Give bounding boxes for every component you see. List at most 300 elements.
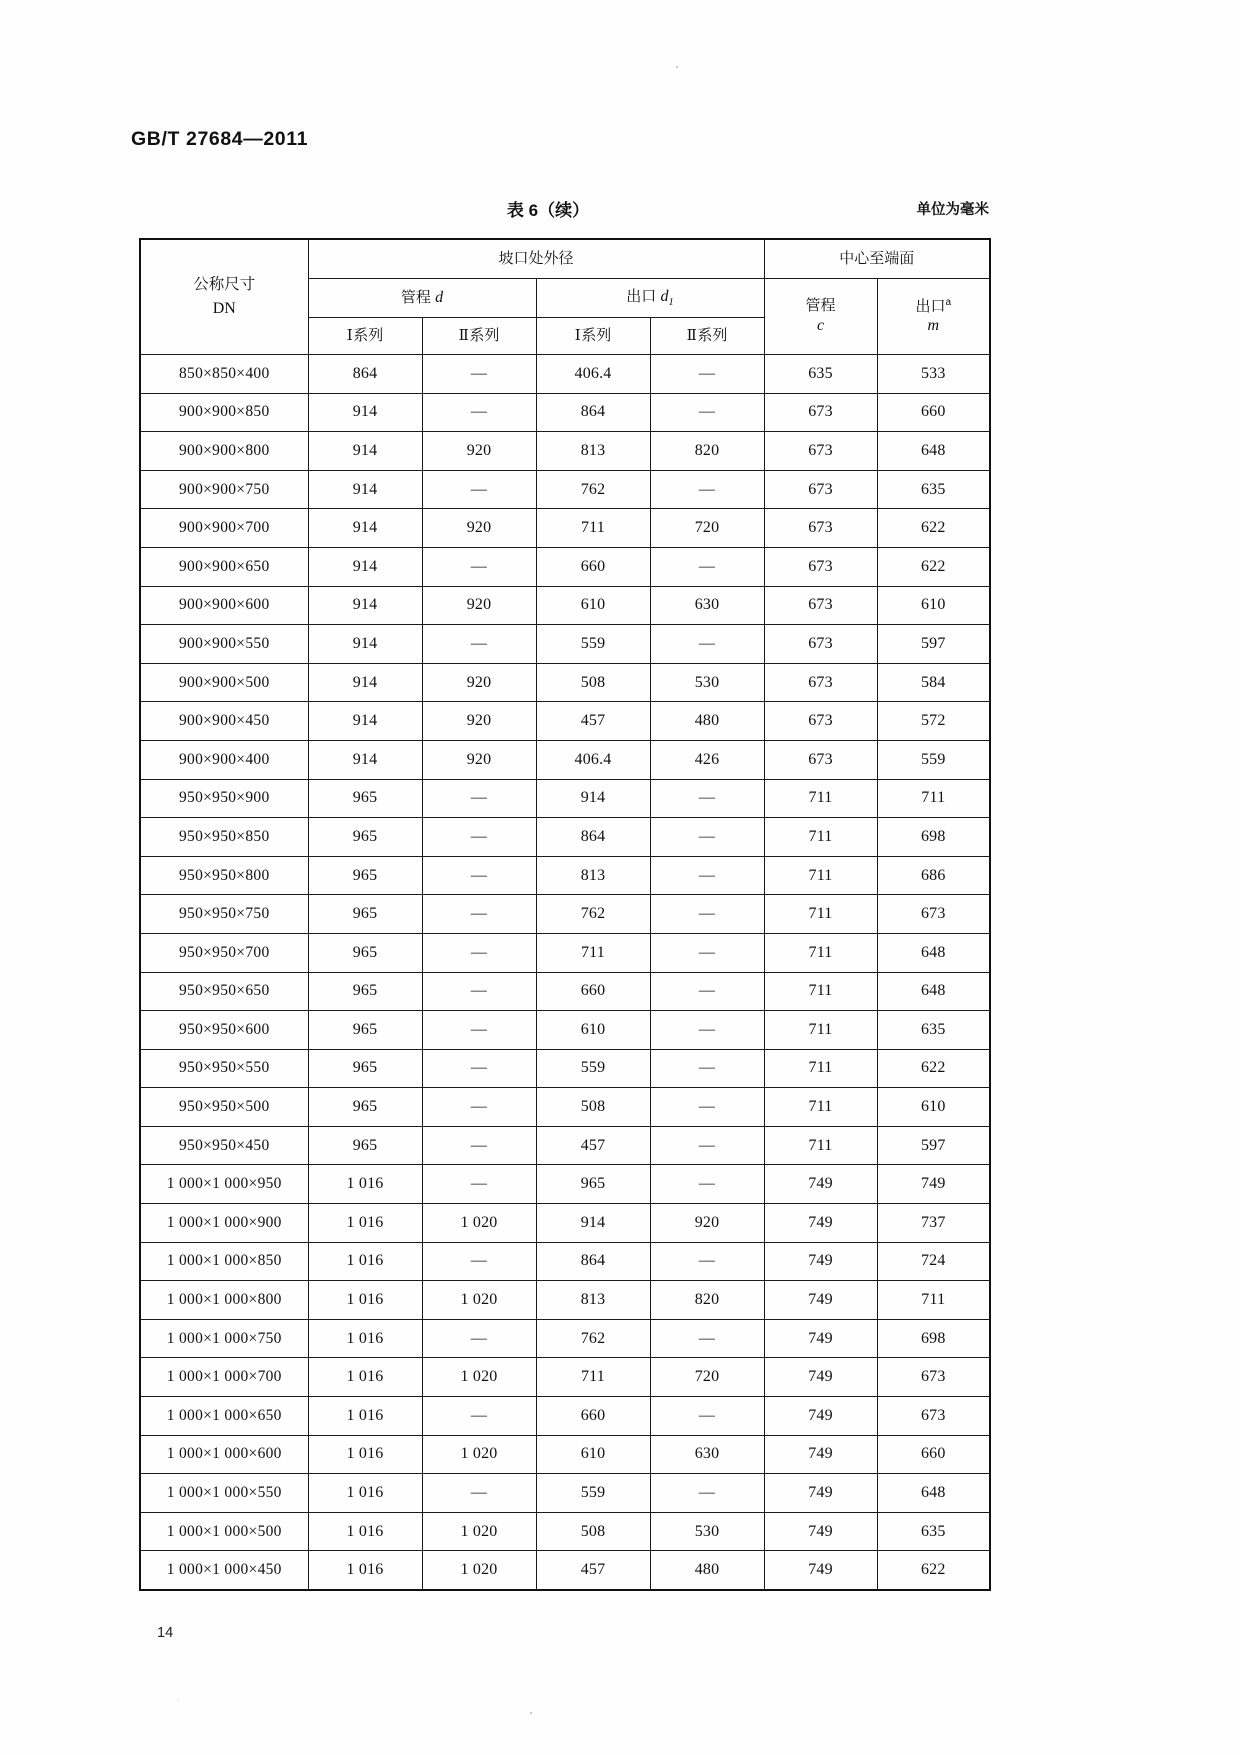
table-row (140, 625, 990, 664)
em-dash-placeholder: — (698, 1252, 716, 1270)
cell-c: 711 (764, 1126, 877, 1165)
cell-d-series2: 1 020 (422, 1512, 536, 1551)
cell-d-series1: 965 (308, 779, 422, 818)
cell-d1-series1: 864 (536, 393, 650, 432)
cell-d-series2 (422, 1242, 536, 1281)
cell-d1-series2 (650, 1088, 764, 1127)
cell-d1-series2 (650, 1242, 764, 1281)
cell-d1-series1: 864 (536, 818, 650, 857)
cell-d1-series2 (650, 355, 764, 394)
cell-d1-series1: 914 (536, 1204, 650, 1243)
cell-c: 673 (764, 509, 877, 548)
em-dash-placeholder: — (470, 403, 488, 421)
table-row (140, 818, 990, 857)
cell-d1-series2 (650, 1165, 764, 1204)
table-row (140, 895, 990, 934)
header-sub-run-c (764, 279, 877, 355)
cell-d1-series2: 630 (650, 1435, 764, 1474)
cell-nominal-size: 1 000×1 000×750 (140, 1319, 308, 1358)
cell-nominal-size: 900×900×650 (140, 547, 308, 586)
cell-d1-series1: 762 (536, 470, 650, 509)
cell-d1-series1: 914 (536, 779, 650, 818)
cell-m: 610 (877, 1088, 990, 1127)
cell-m: 711 (877, 1281, 990, 1320)
cell-d1-series2 (650, 1397, 764, 1436)
em-dash-placeholder: — (698, 1136, 716, 1154)
em-dash-placeholder: — (470, 1175, 488, 1193)
cell-c: 749 (764, 1435, 877, 1474)
cell-d-series2 (422, 818, 536, 857)
cell-d1-series1: 610 (536, 586, 650, 625)
cell-m: 635 (877, 1512, 990, 1551)
cell-m: 597 (877, 625, 990, 664)
cell-c: 749 (764, 1512, 877, 1551)
table-row (140, 1435, 990, 1474)
cell-d1-series2 (650, 1011, 764, 1050)
cell-d-series1: 914 (308, 625, 422, 664)
cell-d1-series2 (650, 779, 764, 818)
cell-c: 673 (764, 432, 877, 471)
em-dash-placeholder: — (470, 1406, 488, 1424)
cell-d1-series1: 457 (536, 702, 650, 741)
cell-d-series1: 914 (308, 393, 422, 432)
table-row (140, 702, 990, 741)
em-dash-placeholder: — (470, 557, 488, 575)
cell-d-series2: 1 020 (422, 1551, 536, 1590)
cell-d-series1: 965 (308, 1088, 422, 1127)
cell-c: 711 (764, 856, 877, 895)
cell-d1-series1: 864 (536, 1242, 650, 1281)
cell-d-series1: 914 (308, 432, 422, 471)
cell-d-series2: 920 (422, 740, 536, 779)
cell-d1-series1: 813 (536, 432, 650, 471)
cell-nominal-size: 1 000×1 000×500 (140, 1512, 308, 1551)
table-row (140, 470, 990, 509)
cell-d-series1: 914 (308, 740, 422, 779)
header-row-groups (140, 239, 990, 279)
cell-d-series2 (422, 625, 536, 664)
header-sub-outlet-m-label: 出口$^a$ (915, 296, 952, 315)
cell-d-series2 (422, 1011, 536, 1050)
cell-m: 737 (877, 1204, 990, 1243)
cell-d1-series2 (650, 933, 764, 972)
cell-c: 673 (764, 470, 877, 509)
em-dash-placeholder: — (470, 1329, 488, 1347)
cell-d-series1: 965 (308, 1049, 422, 1088)
table-row (140, 1397, 990, 1436)
cell-d1-series2 (650, 625, 764, 664)
cell-m: 648 (877, 432, 990, 471)
cell-d1-series1: 762 (536, 1319, 650, 1358)
cell-d-series2 (422, 1126, 536, 1165)
cell-d1-series1: 762 (536, 895, 650, 934)
cell-d-series2: 920 (422, 509, 536, 548)
cell-c: 749 (764, 1242, 877, 1281)
cell-d1-series2 (650, 1319, 764, 1358)
cell-m: 673 (877, 895, 990, 934)
cell-d-series2 (422, 972, 536, 1011)
em-dash-placeholder: — (470, 1484, 488, 1502)
header-group-bevel-od: 坡口处外径 (308, 239, 764, 279)
cell-d-series1: 864 (308, 355, 422, 394)
cell-d-series1: 914 (308, 470, 422, 509)
cell-d-series1: 1 016 (308, 1204, 422, 1243)
page-number: 14 (157, 1625, 174, 1641)
cell-d-series2: 1 020 (422, 1281, 536, 1320)
table-row (140, 432, 990, 471)
cell-d-series1: 965 (308, 1126, 422, 1165)
header-sub-outlet-m-symbol: m (927, 317, 940, 335)
cell-d1-series1: 559 (536, 625, 650, 664)
em-dash-placeholder: — (698, 364, 716, 382)
cell-nominal-size: 900×900×700 (140, 509, 308, 548)
table-row (140, 1204, 990, 1243)
em-dash-placeholder: — (698, 1020, 716, 1038)
cell-c: 749 (764, 1358, 877, 1397)
em-dash-placeholder: — (698, 557, 716, 575)
em-dash-placeholder: — (698, 789, 716, 807)
cell-m: 622 (877, 547, 990, 586)
cell-d1-series1: 711 (536, 1358, 650, 1397)
cell-d-series1: 1 016 (308, 1474, 422, 1513)
spec-table-wrapper (139, 238, 989, 1591)
cell-c: 749 (764, 1165, 877, 1204)
cell-nominal-size: 950×950×750 (140, 895, 308, 934)
cell-d-series1: 965 (308, 972, 422, 1011)
em-dash-placeholder: — (470, 866, 488, 884)
table-row (140, 393, 990, 432)
cell-d-series2 (422, 1088, 536, 1127)
cell-d-series2 (422, 1319, 536, 1358)
cell-c: 749 (764, 1551, 877, 1590)
cell-d-series1: 914 (308, 547, 422, 586)
cell-c: 673 (764, 625, 877, 664)
cell-d-series2 (422, 393, 536, 432)
cell-d1-series1: 508 (536, 1088, 650, 1127)
header-sub-run-d: 管程 d (308, 279, 536, 318)
cell-d-series1: 1 016 (308, 1551, 422, 1590)
cell-nominal-size: 1 000×1 000×800 (140, 1281, 308, 1320)
em-dash-placeholder: — (470, 905, 488, 923)
table-body (140, 355, 990, 1591)
header-nominal-size-line2: DN (212, 299, 236, 317)
cell-nominal-size: 1 000×1 000×600 (140, 1435, 308, 1474)
cell-d1-series2 (650, 1049, 764, 1088)
cell-nominal-size: 950×950×700 (140, 933, 308, 972)
cell-d-series1: 1 016 (308, 1435, 422, 1474)
em-dash-placeholder: — (698, 480, 716, 498)
em-dash-placeholder: — (698, 1098, 716, 1116)
table-row (140, 1165, 990, 1204)
cell-d1-series1: 508 (536, 1512, 650, 1551)
table-row (140, 1551, 990, 1590)
cell-c: 711 (764, 818, 877, 857)
cell-d1-series2 (650, 895, 764, 934)
em-dash-placeholder: — (698, 1484, 716, 1502)
cell-d1-series2: 530 (650, 663, 764, 702)
em-dash-placeholder: — (698, 1175, 716, 1193)
cell-d-series1: 965 (308, 1011, 422, 1050)
cell-d-series2 (422, 355, 536, 394)
em-dash-placeholder: — (470, 982, 488, 1000)
cell-d-series2: 1 020 (422, 1435, 536, 1474)
header-series-2-outlet: Ⅱ系列 (650, 318, 764, 355)
table-caption: 表 6（续） (506, 201, 590, 220)
cell-c: 711 (764, 1088, 877, 1127)
cell-nominal-size: 950×950×600 (140, 1011, 308, 1050)
cell-m: 648 (877, 1474, 990, 1513)
header-group-center-to-face: 中心至端面 (764, 239, 990, 279)
cell-nominal-size: 1 000×1 000×450 (140, 1551, 308, 1590)
table-row (140, 586, 990, 625)
cell-d1-series1: 813 (536, 1281, 650, 1320)
table-row (140, 1126, 990, 1165)
cell-d1-series2: 920 (650, 1204, 764, 1243)
cell-d1-series2 (650, 856, 764, 895)
cell-c: 635 (764, 355, 877, 394)
cell-d-series1: 1 016 (308, 1281, 422, 1320)
cell-c: 711 (764, 933, 877, 972)
cell-m: 698 (877, 1319, 990, 1358)
em-dash-placeholder: — (698, 1329, 716, 1347)
cell-m: 635 (877, 470, 990, 509)
cell-d-series2 (422, 470, 536, 509)
table-row (140, 1358, 990, 1397)
cell-d1-series1: 406.4 (536, 740, 650, 779)
cell-d1-series1: 457 (536, 1126, 650, 1165)
cell-m: 648 (877, 933, 990, 972)
cell-d-series1: 1 016 (308, 1512, 422, 1551)
cell-d-series1: 1 016 (308, 1319, 422, 1358)
table-row (140, 740, 990, 779)
header-series-1-outlet: Ⅰ系列 (536, 318, 650, 355)
cell-nominal-size: 1 000×1 000×650 (140, 1397, 308, 1436)
em-dash-placeholder: — (698, 866, 716, 884)
cell-m: 749 (877, 1165, 990, 1204)
header-nominal-size-line1: 公称尺寸 (193, 275, 256, 293)
cell-d-series1: 1 016 (308, 1397, 422, 1436)
cell-d1-series2 (650, 470, 764, 509)
cell-d-series1: 965 (308, 818, 422, 857)
table-row (140, 1088, 990, 1127)
cell-d1-series2 (650, 972, 764, 1011)
cell-d1-series2: 720 (650, 1358, 764, 1397)
cell-nominal-size: 950×950×900 (140, 779, 308, 818)
em-dash-placeholder: — (470, 943, 488, 961)
cell-c: 673 (764, 740, 877, 779)
cell-c: 673 (764, 586, 877, 625)
cell-m: 648 (877, 972, 990, 1011)
em-dash-placeholder: — (470, 634, 488, 652)
cell-c: 749 (764, 1281, 877, 1320)
cell-nominal-size: 1 000×1 000×550 (140, 1474, 308, 1513)
cell-m: 572 (877, 702, 990, 741)
standard-number-header: GB/T 27684—2011 (131, 128, 309, 150)
cell-nominal-size: 900×900×800 (140, 432, 308, 471)
cell-m: 711 (877, 779, 990, 818)
em-dash-placeholder: — (470, 1098, 488, 1116)
header-series-1-run: Ⅰ系列 (308, 318, 422, 355)
table-row (140, 1049, 990, 1088)
em-dash-placeholder: — (470, 364, 488, 382)
cell-nominal-size: 950×950×550 (140, 1049, 308, 1088)
cell-nominal-size: 900×900×600 (140, 586, 308, 625)
cell-c: 673 (764, 663, 877, 702)
cell-nominal-size: 900×900×850 (140, 393, 308, 432)
cell-d1-series2 (650, 393, 764, 432)
cell-d-series2: 1 020 (422, 1358, 536, 1397)
cell-d1-series2: 480 (650, 702, 764, 741)
em-dash-placeholder: — (470, 789, 488, 807)
cell-d-series1: 914 (308, 509, 422, 548)
cell-d1-series2 (650, 818, 764, 857)
cell-d1-series1: 610 (536, 1435, 650, 1474)
cell-d-series2 (422, 856, 536, 895)
em-dash-placeholder: — (698, 905, 716, 923)
table-row (140, 933, 990, 972)
cell-m: 673 (877, 1358, 990, 1397)
cell-d-series2 (422, 779, 536, 818)
cell-d-series2 (422, 1474, 536, 1513)
table-head (140, 239, 990, 355)
em-dash-placeholder: — (698, 1059, 716, 1077)
cell-d-series1: 914 (308, 702, 422, 741)
table-row (140, 663, 990, 702)
cell-nominal-size: 1 000×1 000×900 (140, 1204, 308, 1243)
table-row (140, 779, 990, 818)
cell-d1-series1: 559 (536, 1049, 650, 1088)
em-dash-placeholder: — (470, 1020, 488, 1038)
em-dash-placeholder: — (698, 1406, 716, 1424)
cell-d-series2: 920 (422, 432, 536, 471)
cell-d1-series1: 457 (536, 1551, 650, 1590)
cell-d-series2 (422, 895, 536, 934)
cell-d-series2: 920 (422, 663, 536, 702)
cell-nominal-size: 1 000×1 000×700 (140, 1358, 308, 1397)
cell-m: 698 (877, 818, 990, 857)
cell-d-series1: 1 016 (308, 1165, 422, 1204)
cell-c: 711 (764, 895, 877, 934)
cell-d1-series1: 660 (536, 547, 650, 586)
cell-d1-series2 (650, 547, 764, 586)
cell-c: 673 (764, 393, 877, 432)
cell-m: 622 (877, 509, 990, 548)
table-row (140, 547, 990, 586)
cell-nominal-size: 900×900×500 (140, 663, 308, 702)
header-sub-outlet-m (877, 279, 990, 355)
em-dash-placeholder: — (470, 1059, 488, 1077)
cell-d-series1: 914 (308, 586, 422, 625)
cell-d1-series2: 630 (650, 586, 764, 625)
em-dash-placeholder: — (698, 403, 716, 421)
cell-d1-series1: 711 (536, 509, 650, 548)
cell-c: 749 (764, 1319, 877, 1358)
cell-d1-series2: 820 (650, 1281, 764, 1320)
header-series-2-run: Ⅱ系列 (422, 318, 536, 355)
cell-c: 711 (764, 1011, 877, 1050)
table-row (140, 1319, 990, 1358)
cell-m: 533 (877, 355, 990, 394)
cell-d1-series2 (650, 1474, 764, 1513)
cell-d-series2: 1 020 (422, 1204, 536, 1243)
cell-m: 660 (877, 1435, 990, 1474)
cell-c: 749 (764, 1204, 877, 1243)
cell-d1-series2: 820 (650, 432, 764, 471)
cell-nominal-size: 850×850×400 (140, 355, 308, 394)
cell-d1-series1: 660 (536, 1397, 650, 1436)
cell-d1-series2 (650, 1126, 764, 1165)
cell-c: 711 (764, 972, 877, 1011)
cell-d-series1: 914 (308, 663, 422, 702)
cell-m: 660 (877, 393, 990, 432)
cell-d1-series1: 965 (536, 1165, 650, 1204)
header-sub-run-c-symbol: c (816, 316, 825, 334)
header-nominal-size (140, 239, 308, 355)
table-row (140, 1242, 990, 1281)
cell-nominal-size: 900×900×550 (140, 625, 308, 664)
cell-nominal-size: 1 000×1 000×950 (140, 1165, 308, 1204)
cell-d-series2 (422, 1165, 536, 1204)
cell-c: 673 (764, 702, 877, 741)
cell-d1-series2: 530 (650, 1512, 764, 1551)
dimensions-table (139, 238, 991, 1591)
cell-nominal-size: 1 000×1 000×850 (140, 1242, 308, 1281)
em-dash-placeholder: — (698, 982, 716, 1000)
cell-nominal-size: 950×950×450 (140, 1126, 308, 1165)
cell-m: 597 (877, 1126, 990, 1165)
em-dash-placeholder: — (470, 1252, 488, 1270)
cell-m: 686 (877, 856, 990, 895)
cell-d-series1: 965 (308, 856, 422, 895)
cell-d-series2 (422, 547, 536, 586)
cell-d-series2 (422, 1397, 536, 1436)
cell-d1-series1: 813 (536, 856, 650, 895)
header-sub-outlet-d1: 出口 $d_1$ (536, 279, 764, 318)
cell-nominal-size: 950×950×650 (140, 972, 308, 1011)
cell-c: 749 (764, 1397, 877, 1436)
cell-m: 724 (877, 1242, 990, 1281)
table-caption-band (131, 196, 989, 222)
table-row (140, 1512, 990, 1551)
cell-d1-series1: 406.4 (536, 355, 650, 394)
cell-d-series1: 1 016 (308, 1242, 422, 1281)
cell-c: 711 (764, 779, 877, 818)
cell-d-series1: 965 (308, 895, 422, 934)
em-dash-placeholder: — (698, 634, 716, 652)
cell-d-series2 (422, 933, 536, 972)
cell-d-series2: 920 (422, 586, 536, 625)
cell-nominal-size: 900×900×400 (140, 740, 308, 779)
cell-nominal-size: 950×950×500 (140, 1088, 308, 1127)
cell-d-series1: 1 016 (308, 1358, 422, 1397)
cell-m: 559 (877, 740, 990, 779)
table-row (140, 856, 990, 895)
cell-d-series2: 920 (422, 702, 536, 741)
cell-d1-series2: 720 (650, 509, 764, 548)
cell-d-series1: 965 (308, 933, 422, 972)
cell-d1-series1: 610 (536, 1011, 650, 1050)
cell-c: 749 (764, 1474, 877, 1513)
cell-m: 610 (877, 586, 990, 625)
header-sub-run-c-label: 管程 (805, 297, 836, 315)
cell-d1-series1: 711 (536, 933, 650, 972)
em-dash-placeholder: — (470, 480, 488, 498)
table-row (140, 1281, 990, 1320)
em-dash-placeholder: — (698, 943, 716, 961)
em-dash-placeholder: — (470, 827, 488, 845)
em-dash-placeholder: — (698, 827, 716, 845)
cell-m: 635 (877, 1011, 990, 1050)
